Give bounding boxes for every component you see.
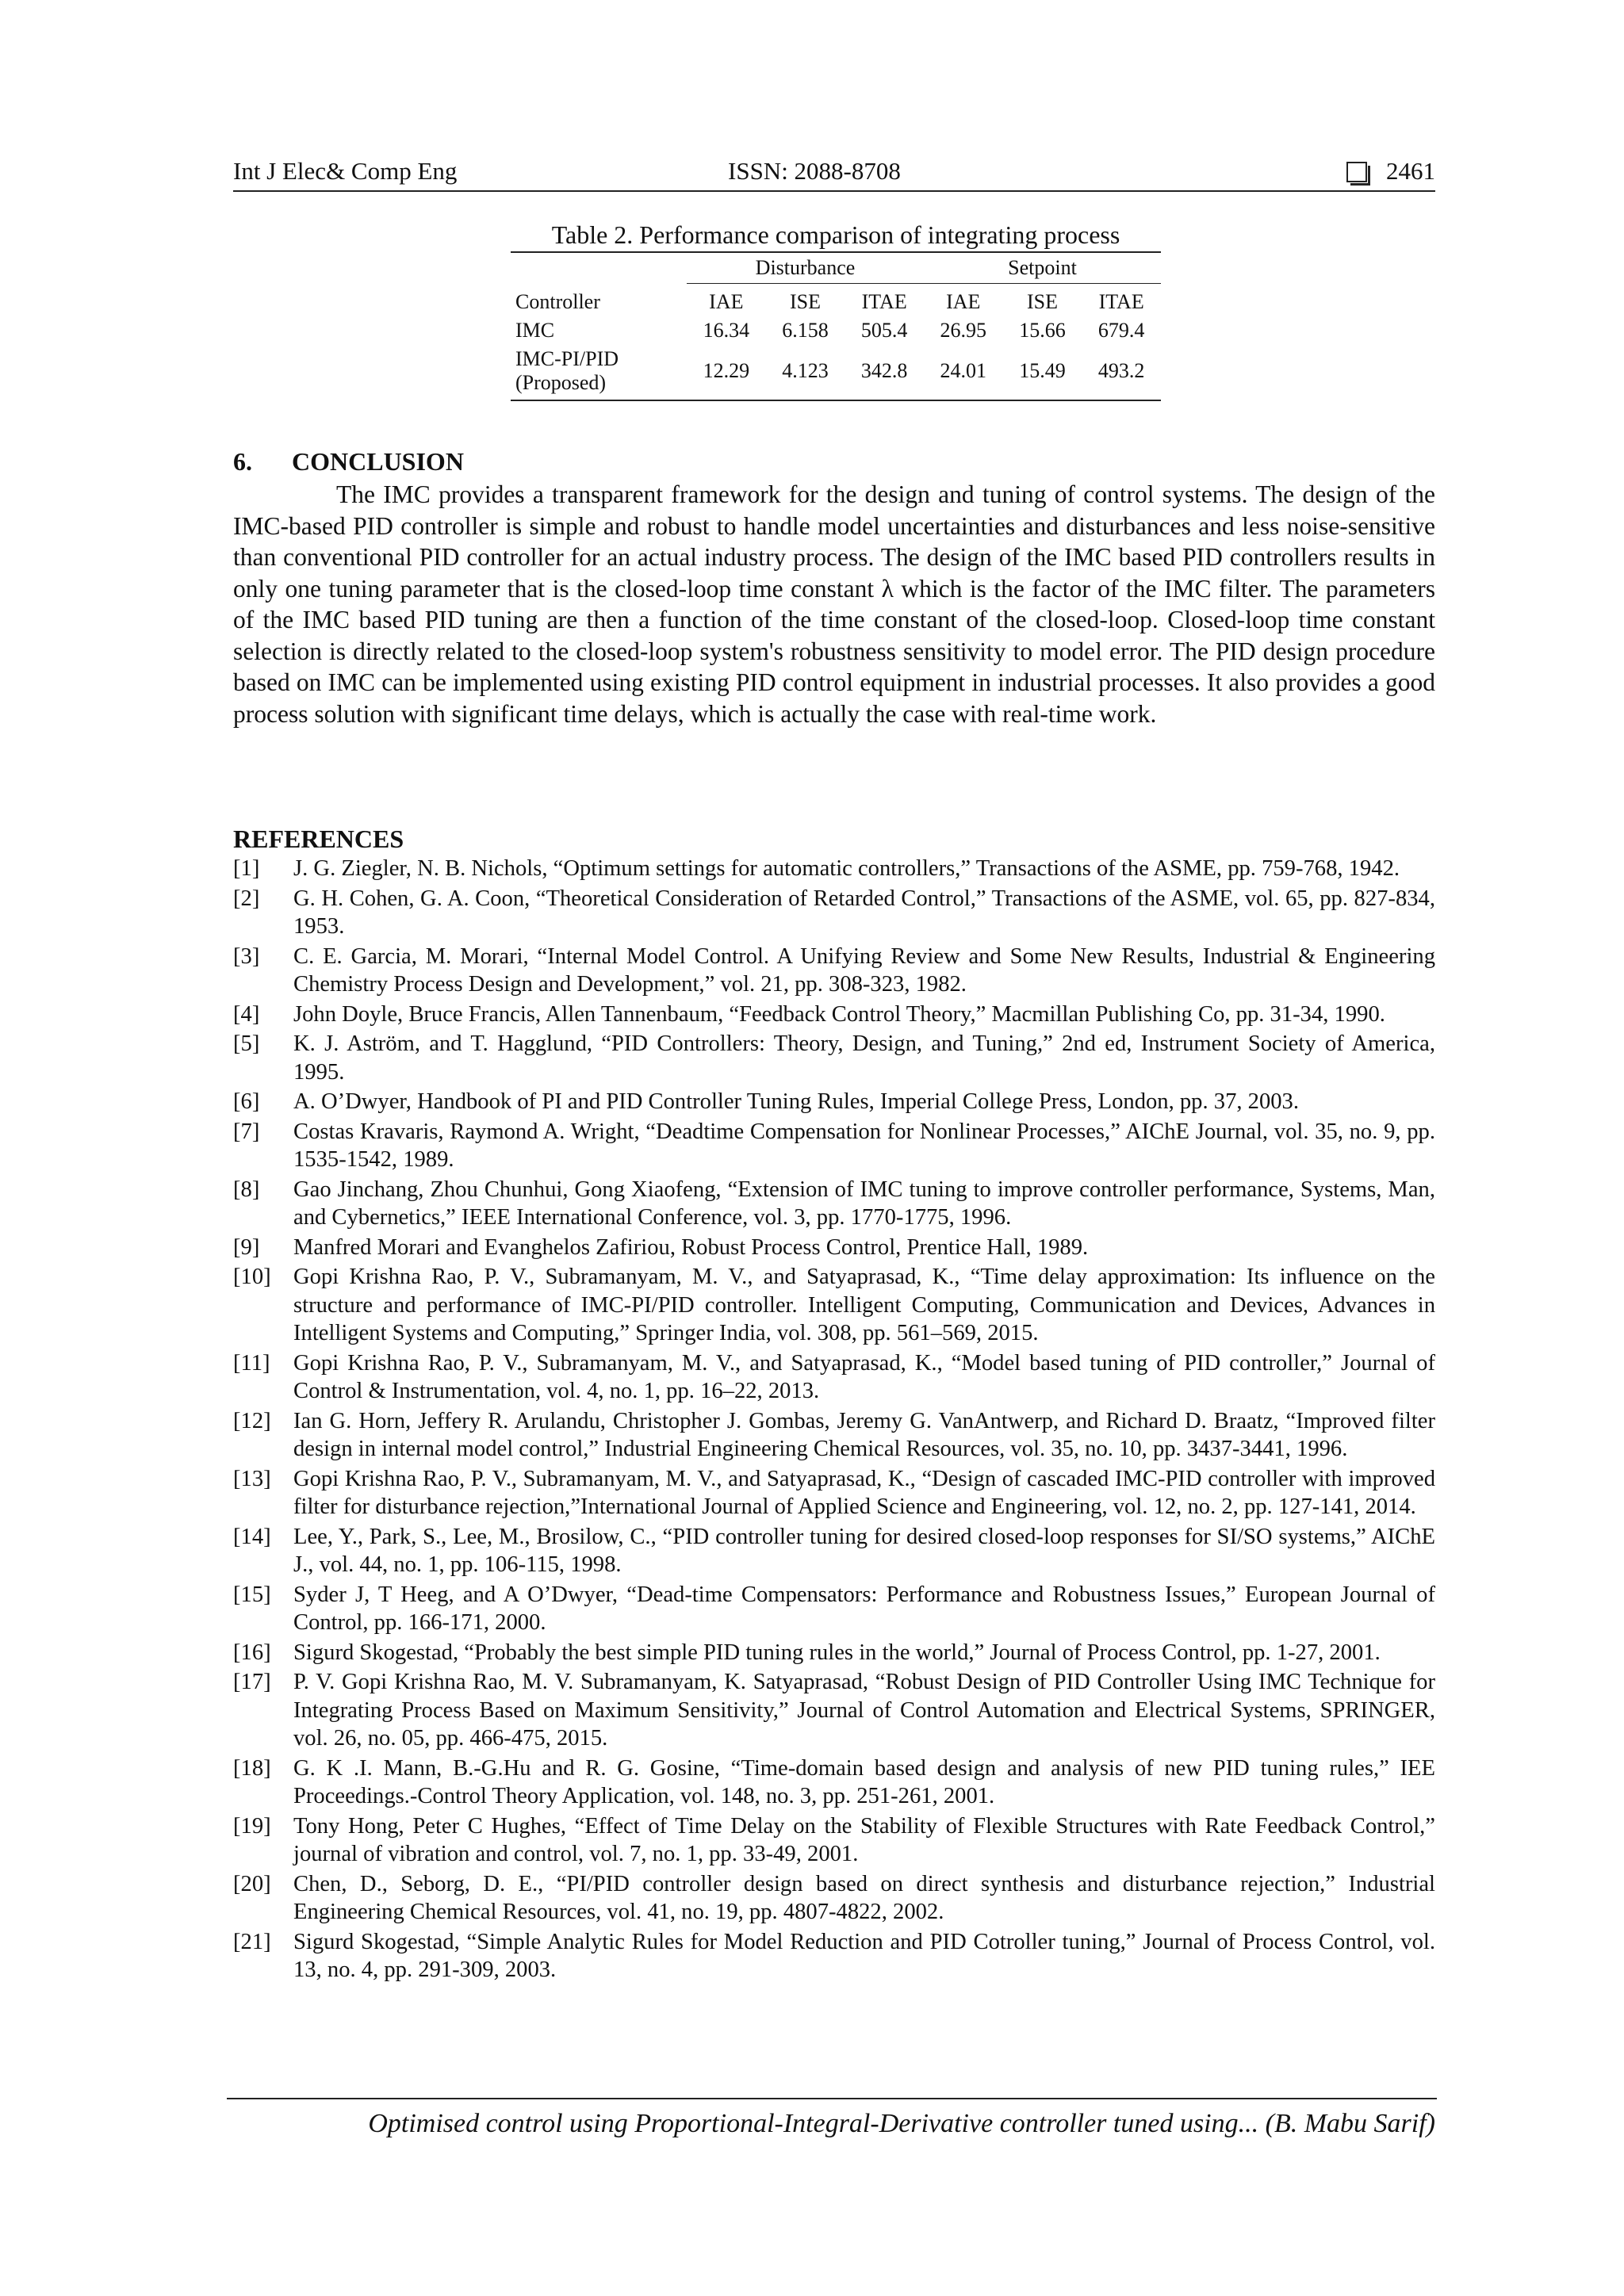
reference-number: [15] bbox=[233, 1582, 271, 1607]
performance-table-block bbox=[511, 220, 1161, 401]
table-row bbox=[511, 345, 1161, 400]
table-col-header: ITAE bbox=[861, 290, 907, 313]
table-cell: 493.2 bbox=[1082, 345, 1161, 400]
section-title-text: CONCLUSION bbox=[292, 447, 464, 476]
table-col-header: ISE bbox=[789, 290, 821, 313]
reference-text: Gopi Krishna Rao, P. V., Subramanyam, M. V., and Satyaprasad, K., “Time delay approximation: Its influence on the structure and performance of IMC-PI/PID controller. Intelligent Computing, Communication and Devices, Advances in Intelligent Systems and Computing,” Springer India, vol. 308, pp. 561–569, 2015. bbox=[293, 1265, 1435, 1345]
running-header bbox=[233, 152, 1435, 192]
reference-number: [17] bbox=[233, 1670, 271, 1694]
reference-number: [13] bbox=[233, 1466, 271, 1491]
section-number: 6. bbox=[233, 447, 252, 476]
table-cell: 505.4 bbox=[860, 319, 908, 342]
reference-number: [21] bbox=[233, 1929, 271, 1954]
reference-text: Sigurd Skogestad, “Simple Analytic Rules for Model Reduction and PID Cotroller tuning,” Journal of Process Control, vol. 13, no. 4, pp. 291-309, 2003. bbox=[293, 1929, 1435, 1982]
reference-item bbox=[233, 1030, 1435, 1086]
issn: ISSN: 2088-8708 bbox=[728, 157, 901, 185]
reference-number: [20] bbox=[233, 1871, 271, 1896]
checkbox-square-icon bbox=[1346, 162, 1367, 182]
section-heading bbox=[233, 447, 464, 476]
table-cell: 24.01 bbox=[924, 345, 1003, 400]
reference-text: Gopi Krishna Rao, P. V., Subramanyam, M. V., and Satyaprasad, K., “Model based tuning of PID controller,” Journal of Control & Instrumentation, vol. 4, no. 1, pp. 16–22, 2013. bbox=[293, 1350, 1435, 1403]
references-heading: REFERENCES bbox=[233, 825, 404, 853]
reference-item bbox=[233, 1755, 1435, 1811]
reference-item bbox=[233, 1234, 1435, 1262]
reference-number: [5] bbox=[233, 1031, 260, 1056]
table-cell: 12.29 bbox=[687, 345, 766, 400]
reference-item bbox=[233, 943, 1435, 999]
reference-number: [19] bbox=[233, 1813, 271, 1839]
table-group-setpoint: Setpoint bbox=[924, 252, 1161, 284]
reference-item bbox=[233, 1639, 1435, 1667]
table-col-header: IAE bbox=[946, 290, 981, 313]
reference-text: K. J. Aström, and T. Hagglund, “PID Controllers: Theory, Design, and Tuning,” 2nd ed, Instrument Society of America, 1995. bbox=[293, 1031, 1435, 1085]
reference-item bbox=[233, 855, 1435, 883]
table-col-header: ISE bbox=[1026, 290, 1058, 313]
table-cell: 26.95 bbox=[940, 319, 987, 342]
performance-table bbox=[511, 251, 1161, 401]
conclusion-paragraph: The IMC provides a transparent framework for the design and tuning of control systems. The design of the IMC-based PID controller is simple and robust to handle model uncertainties and disturbances and less noise-sensitive than conventional PID controller for an actual industry process. The design of the IMC based PID controllers results in only one tuning parameter that is the closed-loop time constant λ which is the factor of the IMC filter. The parameters of the IMC based PID tuning are then a function of the time constant of the closed-loop. Closed-loop time constant selection is directly related to the closed-loop system's robustness sensitivity to model error. The PID design procedure based on IMC can be implemented using existing PID control equipment in industrial processes. It also provides a good process solution with significant time delays, which is actually the case with real-time work. bbox=[233, 480, 1435, 728]
reference-text: J. G. Ziegler, N. B. Nichols, “Optimum settings for automatic controllers,” Transactions of the ASME, pp. 759-768, 1942. bbox=[293, 856, 1400, 881]
reference-text: John Doyle, Bruce Francis, Allen Tannenbaum, “Feedback Control Theory,” Macmillan Publishing Co, pp. 31-34, 1990. bbox=[293, 1001, 1385, 1027]
reference-item bbox=[233, 1407, 1435, 1464]
reference-text: Ian G. Horn, Jeffery R. Arulandu, Christopher J. Gombas, Jeremy G. VanAntwerp, and Richard D. Braatz, “Improved filter design in internal model control,” Industrial Engineering Chemical Resources, vol. 35, no. 10, pp. 3437-3441, 1996. bbox=[293, 1408, 1435, 1461]
reference-item bbox=[233, 885, 1435, 941]
journal-name: Int J Elec& Comp Eng bbox=[233, 157, 458, 185]
table-col-header: Controller bbox=[515, 289, 600, 313]
reference-text: G. H. Cohen, G. A. Coon, “Theoretical Consideration of Retarded Control,” Transactions of the ASME, vol. 65, pp. 827-834, 1953. bbox=[293, 886, 1435, 939]
reference-item bbox=[233, 1812, 1435, 1869]
reference-number: [7] bbox=[233, 1119, 260, 1144]
table-group-header-row bbox=[511, 252, 1161, 284]
table-row bbox=[511, 316, 1161, 345]
reference-number: [6] bbox=[233, 1089, 260, 1114]
table-group-blank bbox=[511, 252, 687, 284]
table-group-disturbance: Disturbance bbox=[687, 252, 924, 284]
reference-text: Gao Jinchang, Zhou Chunhui, Gong Xiaofeng, “Extension of IMC tuning to improve controller performance, Systems, Man, and Cybernetics,” IEEE International Conference, vol. 3, pp. 1770-1775, 1996. bbox=[293, 1177, 1435, 1230]
reference-number: [16] bbox=[233, 1640, 271, 1665]
table-col-header: ITAE bbox=[1098, 290, 1144, 313]
reference-text: Costas Kravaris, Raymond A. Wright, “Deadtime Compensation for Nonlinear Processes,” AIChE Journal, vol. 35, no. 9, pp. 1535-1542, 1989. bbox=[293, 1119, 1435, 1172]
table-cell: 6.158 bbox=[782, 319, 829, 342]
reference-number: [12] bbox=[233, 1408, 271, 1433]
table-cell: 15.49 bbox=[1003, 345, 1082, 400]
reference-number: [8] bbox=[233, 1177, 260, 1202]
reference-item bbox=[233, 1928, 1435, 1984]
reference-text: Gopi Krishna Rao, P. V., Subramanyam, M. V., and Satyaprasad, K., “Design of cascaded IMC-PID controller with improved filter for disturbance rejection,”International Journal of Applied Science and Engineering, vol. 12, no. 2, pp. 127-141, 2014. bbox=[293, 1466, 1435, 1519]
reference-item bbox=[233, 1581, 1435, 1637]
running-footer: Optimised control using Proportional-Integral-Derivative controller tuned using... (B. Mabu Sarif) bbox=[368, 2109, 1435, 2138]
reference-text: Sigurd Skogestad, “Probably the best simple PID tuning rules in the world,” Journal of Process Control, pp. 1-27, 2001. bbox=[293, 1640, 1381, 1665]
reference-number: [11] bbox=[233, 1350, 270, 1376]
table-cell: 16.34 bbox=[703, 319, 750, 342]
reference-number: [1] bbox=[233, 856, 260, 881]
table-cell: 679.4 bbox=[1097, 319, 1145, 342]
reference-text: Chen, D., Seborg, D. E., “PI/PID controller design based on direct synthesis and disturbance rejection,” Industrial Engineering Chemical Resources, vol. 41, no. 19, pp. 4807-4822, 2002. bbox=[293, 1871, 1435, 1924]
reference-item bbox=[233, 1088, 1435, 1116]
reference-number: [2] bbox=[233, 886, 260, 911]
reference-number: [18] bbox=[233, 1755, 271, 1781]
reference-number: [4] bbox=[233, 1001, 260, 1027]
reference-item bbox=[233, 1349, 1435, 1406]
table-cell: 4.123 bbox=[766, 345, 845, 400]
reference-text: A. O’Dwyer, Handbook of PI and PID Controller Tuning Rules, Imperial College Press, London, pp. 37, 2003. bbox=[293, 1089, 1299, 1114]
footer-rule bbox=[227, 2098, 1437, 2099]
reference-number: [10] bbox=[233, 1265, 271, 1289]
reference-item bbox=[233, 1176, 1435, 1232]
table-cell: 15.66 bbox=[1019, 319, 1066, 342]
reference-number: [3] bbox=[233, 943, 260, 969]
reference-list bbox=[233, 855, 1435, 1986]
reference-item bbox=[233, 1870, 1435, 1927]
table-caption: Table 2. Performance comparison of integrating process bbox=[551, 220, 1120, 249]
reference-item bbox=[233, 1668, 1435, 1753]
reference-text: Syder J, T Heeg, and A O’Dwyer, “Dead-time Compensators: Performance and Robustness Issues,” European Journal of Control, pp. 166-171, 2000. bbox=[293, 1582, 1435, 1635]
reference-text: C. E. Garcia, M. Morari, “Internal Model Control. A Unifying Review and Some New Results, Industrial & Engineering Chemistry Process Design and Development,” vol. 21, pp. 308-323, 1982. bbox=[293, 943, 1435, 997]
reference-item bbox=[233, 1001, 1435, 1029]
reference-item bbox=[233, 1118, 1435, 1174]
table-cell: 342.8 bbox=[845, 345, 924, 400]
table-col-header: IAE bbox=[709, 290, 744, 313]
reference-text: G. K .I. Mann, B.-G.Hu and R. G. Gosine, “Time-domain based design and analysis of new PID tuning rules,” IEE Proceedings.-Control Theory Application, vol. 148, no. 3, pp. 251-261, 2001. bbox=[293, 1755, 1435, 1808]
reference-text: Lee, Y., Park, S., Lee, M., Brosilow, C., “PID controller tuning for desired closed-loop responses for SI/SO systems,” AIChE J., vol. 44, no. 1, pp. 106-115, 1998. bbox=[293, 1524, 1435, 1577]
reference-item bbox=[233, 1523, 1435, 1579]
table-cell: IMC bbox=[515, 319, 555, 342]
reference-text: Tony Hong, Peter C Hughes, “Effect of Time Delay on the Stability of Flexible Structures with Rate Feedback Control,” journal of vibration and control, vol. 7, no. 1, pp. 33-49, 2001. bbox=[293, 1813, 1435, 1866]
reference-number: [9] bbox=[233, 1234, 260, 1260]
table-column-header-row bbox=[511, 284, 1161, 317]
page-number: 2461 bbox=[1386, 157, 1435, 185]
table-cell: IMC-PI/PID (Proposed) bbox=[511, 345, 687, 400]
reference-number: [14] bbox=[233, 1524, 271, 1549]
reference-item bbox=[233, 1263, 1435, 1348]
reference-text: P. V. Gopi Krishna Rao, M. V. Subramanyam, K. Satyaprasad, “Robust Design of PID Controller Using IMC Technique for Integrating Process Based on Maximum Sensitivity,” Journal of Control Automation and Electrical Systems, SPRINGER, vol. 26, no. 05, pp. 466-475, 2015. bbox=[293, 1670, 1435, 1751]
reference-item bbox=[233, 1465, 1435, 1521]
reference-text: Manfred Morari and Evanghelos Zafiriou, Robust Process Control, Prentice Hall, 1989. bbox=[293, 1234, 1089, 1260]
